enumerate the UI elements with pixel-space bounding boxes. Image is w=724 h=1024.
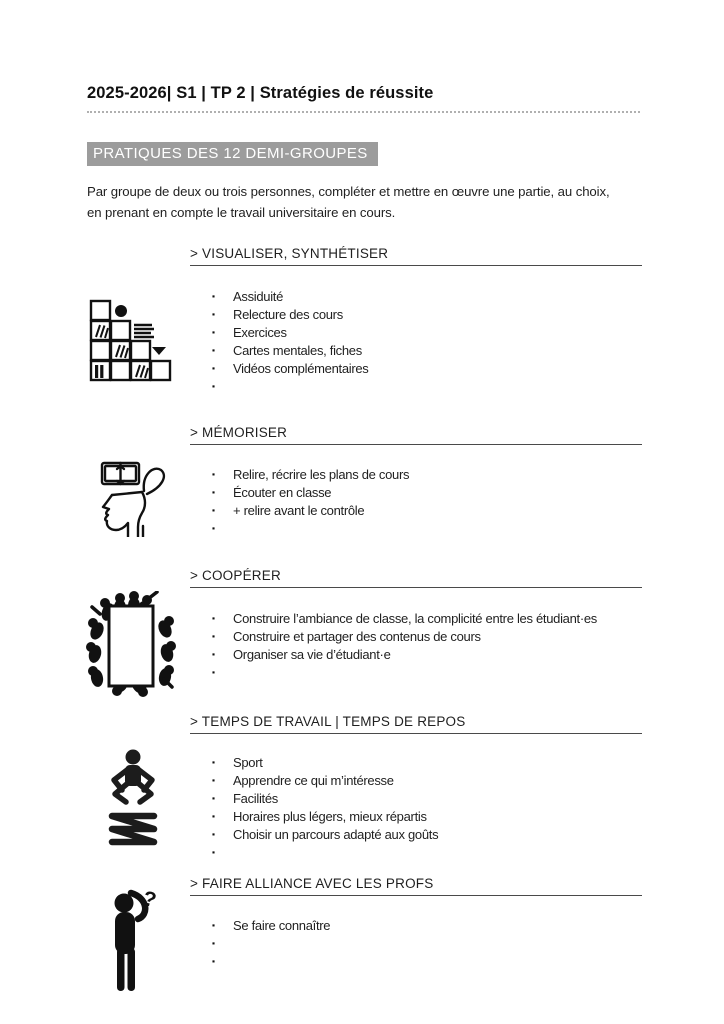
bullet-square-icon: ▪ xyxy=(212,505,216,515)
list-item-text: + relire avant le contrôle xyxy=(233,502,365,518)
bullet-square-icon: ▪ xyxy=(212,920,216,930)
list-item xyxy=(212,305,369,323)
list-item-text: Horaires plus légers, mieux répartis xyxy=(233,808,427,824)
list-item-text: Choisir un parcours adapté aux goûts xyxy=(233,826,439,842)
list-item xyxy=(212,843,438,861)
bullet-list-temps xyxy=(212,753,438,861)
list-item xyxy=(212,465,409,483)
list-item xyxy=(212,825,438,843)
list-item xyxy=(212,952,330,970)
intro-line-1: Par groupe de deux ou trois personnes, compléter et mettre en œuvre une partie, au choix, xyxy=(87,184,610,199)
list-item xyxy=(212,609,597,627)
bullet-square-icon: ▪ xyxy=(212,631,216,641)
bullet-square-icon: ▪ xyxy=(212,487,216,497)
list-item xyxy=(212,519,409,537)
list-item xyxy=(212,934,330,952)
bullet-square-icon: ▪ xyxy=(212,829,216,839)
list-item xyxy=(212,377,369,395)
bullet-square-icon: ▪ xyxy=(212,363,216,373)
bookshelf-icon xyxy=(88,298,174,386)
section-heading-memoriser: > MÉMORISER xyxy=(190,425,642,445)
list-item xyxy=(212,359,369,377)
open-head-book-icon xyxy=(90,453,172,537)
list-item xyxy=(212,771,438,789)
list-item xyxy=(212,753,438,771)
list-item-text: Relire, récrire les plans de cours xyxy=(233,466,410,482)
list-item xyxy=(212,627,597,645)
list-item-text: Sport xyxy=(233,754,263,770)
bullet-square-icon: ▪ xyxy=(212,649,216,659)
bullet-square-icon: ▪ xyxy=(212,613,216,623)
bullet-square-icon: ▪ xyxy=(212,811,216,821)
bullet-list-cooperer xyxy=(212,609,597,681)
bullet-square-icon: ▪ xyxy=(212,345,216,355)
list-item-text: Relecture des cours xyxy=(233,306,343,322)
list-item xyxy=(212,483,409,501)
bullet-list-profs xyxy=(212,916,330,970)
list-item-text: Écouter en classe xyxy=(233,484,332,500)
list-item xyxy=(212,501,409,519)
list-item-text: Construire l’ambiance de classe, la complicité entre les étudiant·es xyxy=(233,610,598,626)
list-item xyxy=(212,807,438,825)
bullet-square-icon: ▪ xyxy=(212,327,216,337)
section-heading-cooperer: > COOPÉRER xyxy=(190,568,642,588)
thinking-person-icon xyxy=(97,886,169,992)
list-item-text: Vidéos complémentaires xyxy=(233,360,369,376)
group-around-table-icon xyxy=(84,591,178,697)
bullet-square-icon: ▪ xyxy=(212,381,216,391)
bullet-list-visualiser xyxy=(212,287,369,395)
list-item-text: Se faire connaître xyxy=(233,917,331,933)
list-item xyxy=(212,916,330,934)
page-title: 2025-2026| S1 | TP 2 | Stratégies de réussite xyxy=(87,84,640,113)
section-banner: PRATIQUES DES 12 DEMI-GROUPES xyxy=(87,142,378,166)
list-item-text: Exercices xyxy=(233,324,287,340)
list-item xyxy=(212,663,597,681)
intro-paragraph xyxy=(87,181,667,223)
bullet-square-icon: ▪ xyxy=(212,775,216,785)
bullet-square-icon: ▪ xyxy=(212,309,216,319)
list-item-text: Apprendre ce qui m’intéresse xyxy=(233,772,394,788)
list-item xyxy=(212,323,369,341)
intro-line-2: en prenant en compte le travail universitaire en cours. xyxy=(87,205,396,220)
bullet-list-memoriser xyxy=(212,465,409,537)
bullet-square-icon: ▪ xyxy=(212,667,216,677)
list-item xyxy=(212,341,369,359)
bullet-square-icon: ▪ xyxy=(212,523,216,533)
list-item-text: Assiduité xyxy=(233,288,284,304)
bullet-square-icon: ▪ xyxy=(212,793,216,803)
list-item-text: Facilités xyxy=(233,790,278,806)
list-item xyxy=(212,287,369,305)
bullet-square-icon: ▪ xyxy=(212,938,216,948)
bullet-square-icon: ▪ xyxy=(212,956,216,966)
list-item xyxy=(212,789,438,807)
bullet-square-icon: ▪ xyxy=(212,757,216,767)
section-heading-visualiser: > VISUALISER, SYNTHÉTISER xyxy=(190,246,642,266)
list-item-text: Organiser sa vie d’étudiant·e xyxy=(233,646,391,662)
list-item-text: Cartes mentales, fiches xyxy=(233,342,362,358)
bullet-square-icon: ▪ xyxy=(212,291,216,301)
section-heading-temps: > TEMPS DE TRAVAIL | TEMPS DE REPOS xyxy=(190,714,642,734)
bullet-square-icon: ▪ xyxy=(212,847,216,857)
section-heading-profs: > FAIRE ALLIANCE AVEC LES PROFS xyxy=(190,876,642,896)
person-on-spring-icon xyxy=(102,748,164,860)
bullet-square-icon: ▪ xyxy=(212,469,216,479)
list-item xyxy=(212,645,597,663)
list-item-text: Construire et partager des contenus de cours xyxy=(233,628,481,644)
svg-text:?: ? xyxy=(140,886,159,913)
